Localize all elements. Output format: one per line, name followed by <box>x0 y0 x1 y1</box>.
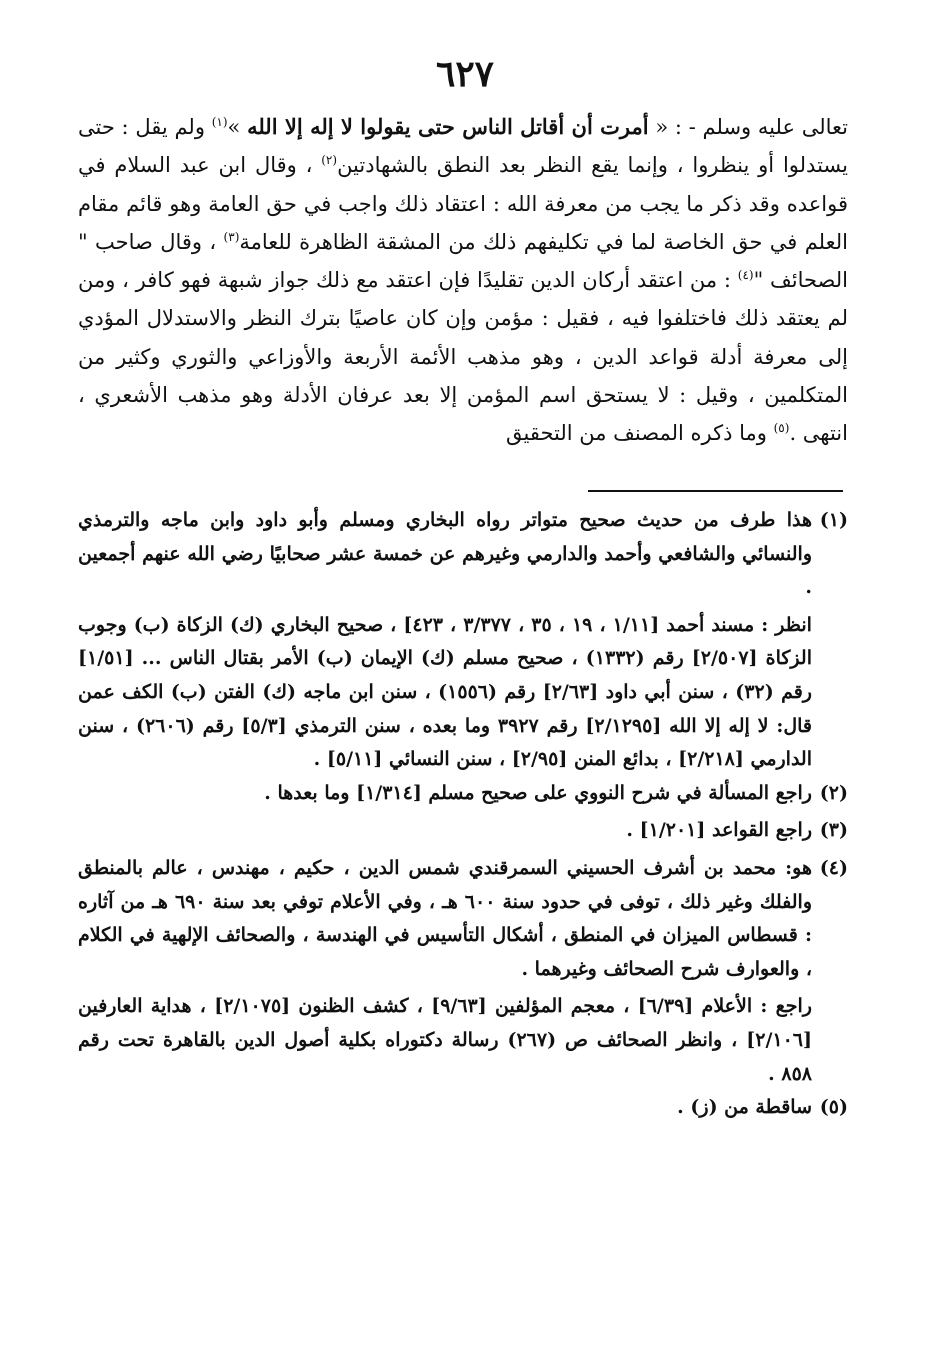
footnote-3 <box>78 814 848 848</box>
footnote-text: راجع القواعد [١/٢٠١] . <box>626 819 812 842</box>
footnote-marker-2[interactable]: (٢) <box>321 153 338 168</box>
footnote-marker-4[interactable]: (٤) <box>737 268 754 283</box>
footnote-1 <box>78 504 848 605</box>
footnote-separator <box>588 490 843 492</box>
main-text-body <box>78 108 848 453</box>
footnote-4 <box>78 852 848 986</box>
footnotes-section <box>78 504 848 1129</box>
main-text-segment: ولم يقل : حتى يستدلوا أو ينظروا ، وإنما يقع النظر بعد النطق بالشهادتين <box>78 115 848 178</box>
footnote-2 <box>78 777 848 811</box>
main-text-segment: تعالى عليه وسلم - : « <box>648 115 848 139</box>
footnote-reference: انظر : مسند أحمد [١/١١ ، ١٩ ، ٣٥ ، ٣/٣٧٧ ، ٤٢٣] ، صحيح البخاري (ك) الزكاة (ب) وجوب الزكاة [٢/٥٠٧] رقم (١٣٣٢) ، صحيح مسلم (ك) الإيمان (ب) الأمر بقتال الناس ... [١/٥١] رقم (٣٢) ، سنن أبي داود [٢/٦٣] رقم (١٥٥٦) ، سنن ابن ماجه (ك) الفتن (ب) الكف عمن قال: لا إله إلا الله [٢/١٢٩٥] رقم ٣٩٢٧ وما بعده ، سنن الترمذي [٥/٣] رقم (٢٦٠٦) ، سنن الدارمي [٢/٢١٨] ، بدائع المنن [٢/٩٥] ، سنن النسائي [٥/١١] . <box>78 613 813 771</box>
footnote-5 <box>78 1091 848 1125</box>
main-text-segment: ، وقال ابن عبد السلام في قواعده وقد ذكر ما يجب من معرفة الله : اعتقاد ذلك واجب في حق العامة وهو قائم مقام العلم في حق الخاصة لما في تكليفهم ذلك من المشقة الظاهرة للعامة <box>78 153 848 254</box>
main-text-segment: : من اعتقد أركان الدين تقليدًا فإن اعتقد مع ذلك جواز شبهة فهو كافر ، ومن لم يعتقد ذلك فاختلفوا فيه ، فقيل : مؤمن وإن كان عاصيًا بترك النظر والاستدلال المؤدي إلى معرفة أدلة قواعد الدين ، وهو مذهب الأئمة الأربعة والأوزاعي والثوري وكثير من المتكلمين ، وقيل : لا يستحق اسم المؤمن إلا بعد عرفان الأدلة وهو مذهب الأشعري ، انتهى . <box>78 268 848 446</box>
footnote-text: هذا طرف من حديث صحيح متواتر رواه البخاري ومسلم وأبو داود وابن ماجه والترمذي والنسائي والشافعي وأحمد والدارمي وغيرهم عن خمسة عشر صحابيًا رضي الله عنهم أجمعين . <box>78 509 812 599</box>
footnote-reference: راجع : الأعلام [٦/٣٩] ، معجم المؤلفين [٩/٦٣] ، كشف الظنون [٢/١٠٧٥] ، هداية العارفين [٢/١٠٦] ، وانظر الصحائف ص (٢٦٧) رسالة دكتوراه بكلية أصول الدين بالقاهرة تحت رقم ٨٥٨ . <box>78 995 812 1085</box>
main-text-segment: وما ذكره المصنف من التحقيق <box>506 421 774 446</box>
footnote-marker-1[interactable]: (١) <box>211 115 228 129</box>
footnote-text: هو: محمد بن أشرف الحسيني السمرقندي شمس الدين ، حكيم ، مهندس ، عالم بالمنطق والفلك وغير ذلك ، توفى في حدود سنة ٦٠٠ هـ ، وفي الأعلام توفي بعد سنة ٦٩٠ هـ من آثاره : قسطاس الميزان في المنطق ، أشكال التأسيس في الهندسة ، والصحائف الإلهية في الكلام ، والعوارف شرح الصحائف وغيرهما . <box>78 856 813 980</box>
footnote-marker-5[interactable]: (٥) <box>773 421 790 436</box>
footnote-number: (٢) <box>819 781 848 804</box>
page-number: ٦٢٧ <box>435 53 494 95</box>
hadith-quote: أمرت أن أقاتل الناس حتى يقولوا لا إله إلا الله <box>247 114 649 139</box>
footnote-number: (١) <box>819 509 848 531</box>
footnote-marker-3[interactable]: (٣) <box>223 229 240 244</box>
footnote-number: (٤) <box>819 856 848 879</box>
main-text-segment: » <box>227 115 248 139</box>
footnote-number: (٥) <box>819 1096 848 1119</box>
footnote-text: ساقطة من (ز) . <box>677 1096 812 1119</box>
main-paragraph <box>78 108 848 453</box>
main-text-segment: ، وقال صاحب " الصحائف " <box>78 229 848 293</box>
footnote-text: راجع المسألة في شرح النووي على صحيح مسلم [١/٣١٤] وما بعدها . <box>264 781 812 804</box>
footnote-number: (٣) <box>819 819 848 842</box>
